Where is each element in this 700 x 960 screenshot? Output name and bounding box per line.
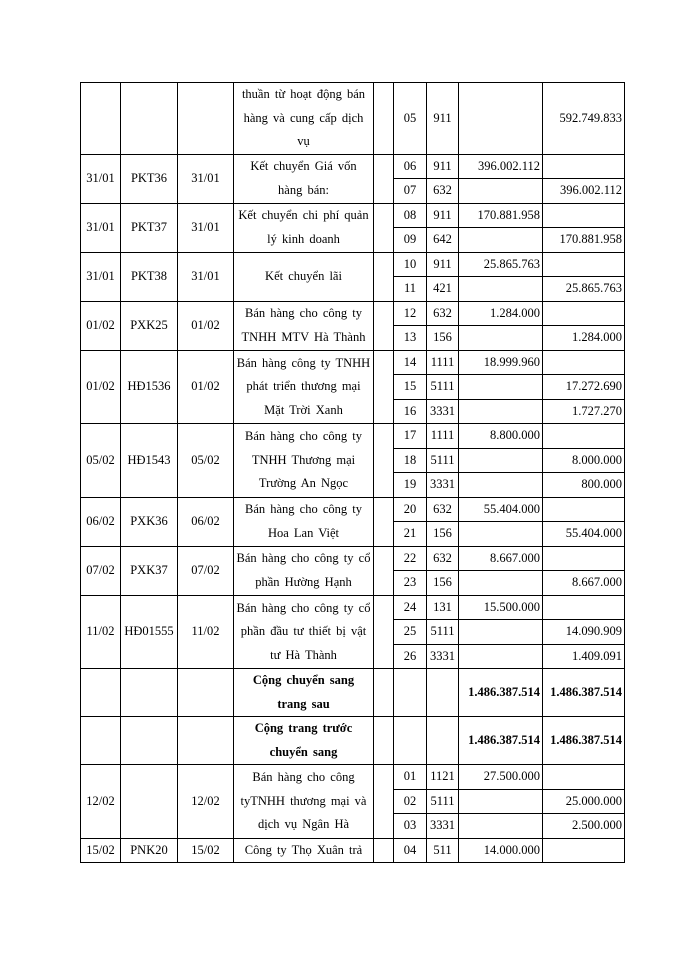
debit-amount-cell: 1.284.000	[459, 301, 543, 326]
voucher-date-cell: 31/01	[178, 203, 234, 252]
debit-amount-cell	[459, 644, 543, 669]
voucher-number-cell: PXK36	[121, 497, 178, 546]
line-number-cell: 13	[394, 326, 427, 351]
line-number-cell: 07	[394, 179, 427, 204]
empty-cell	[178, 717, 234, 765]
total-label-cell: Cộng trang trước chuyển sang	[234, 717, 374, 765]
debit-amount-cell	[459, 448, 543, 473]
credit-amount-cell: 8.000.000	[543, 448, 625, 473]
voucher-date-cell	[178, 83, 234, 155]
credit-amount-cell: 2.500.000	[543, 814, 625, 839]
debit-amount-cell	[459, 473, 543, 498]
voucher-date-cell: 05/02	[178, 424, 234, 498]
line-number-cell: 22	[394, 546, 427, 571]
line-number-cell: 03	[394, 814, 427, 839]
account-code-cell: 3331	[427, 399, 459, 424]
voucher-date-cell: 31/01	[178, 154, 234, 203]
ledger-mark-cell	[374, 301, 394, 350]
credit-amount-cell	[543, 765, 625, 790]
ledger-row	[81, 595, 625, 620]
debit-amount-cell: 18.999.960	[459, 350, 543, 375]
account-code-cell: 156	[427, 522, 459, 547]
debit-amount-cell	[459, 814, 543, 839]
line-number-cell: 15	[394, 375, 427, 400]
account-code-cell: 5111	[427, 375, 459, 400]
description-cell: Công ty Thọ Xuân trả	[234, 838, 374, 863]
description-cell: Bán hàng cho công ty Hoa Lan Việt	[234, 497, 374, 546]
journal-ledger-table	[80, 82, 625, 863]
debit-amount-cell: 15.500.000	[459, 595, 543, 620]
empty-cell	[121, 669, 178, 717]
credit-amount-cell	[543, 424, 625, 449]
debit-amount-cell: 396.002.112	[459, 154, 543, 179]
credit-amount-cell: 55.404.000	[543, 522, 625, 547]
entry-date-cell	[81, 83, 121, 155]
debit-amount-cell	[459, 571, 543, 596]
line-number-cell: 20	[394, 497, 427, 522]
account-code-cell: 911	[427, 252, 459, 277]
credit-amount-cell: 1.409.091	[543, 644, 625, 669]
ledger-mark-cell	[374, 203, 394, 252]
voucher-number-cell: PKT38	[121, 252, 178, 301]
credit-amount-cell	[543, 350, 625, 375]
entry-date-cell: 01/02	[81, 301, 121, 350]
entry-date-cell: 05/02	[81, 424, 121, 498]
ledger-row	[81, 83, 625, 155]
account-code-cell: 156	[427, 571, 459, 596]
ledger-mark-cell	[374, 546, 394, 595]
empty-cell	[374, 669, 394, 717]
line-number-cell: 10	[394, 252, 427, 277]
account-code-cell: 1121	[427, 765, 459, 790]
description-cell: thuần từ hoạt động bán hàng và cung cấp dịch vụ	[234, 83, 374, 155]
line-number-cell: 04	[394, 838, 427, 863]
voucher-date-cell: 07/02	[178, 546, 234, 595]
empty-cell	[394, 717, 427, 765]
account-code-cell: 632	[427, 301, 459, 326]
account-code-cell: 642	[427, 228, 459, 253]
description-cell: Bán hàng công ty TNHH phát triển thương mại Mặt Trời Xanh	[234, 350, 374, 424]
account-code-cell: 911	[427, 83, 459, 155]
ledger-mark-cell	[374, 497, 394, 546]
line-number-cell: 14	[394, 350, 427, 375]
line-number-cell: 26	[394, 644, 427, 669]
total-credit-cell: 1.486.387.514	[543, 669, 625, 717]
credit-amount-cell: 25.865.763	[543, 277, 625, 302]
total-debit-cell: 1.486.387.514	[459, 717, 543, 765]
debit-amount-cell	[459, 375, 543, 400]
entry-date-cell: 15/02	[81, 838, 121, 863]
empty-cell	[427, 717, 459, 765]
account-code-cell: 131	[427, 595, 459, 620]
ledger-mark-cell	[374, 252, 394, 301]
credit-amount-cell: 25.000.000	[543, 789, 625, 814]
credit-amount-cell: 1.284.000	[543, 326, 625, 351]
ledger-row	[81, 424, 625, 449]
line-number-cell: 12	[394, 301, 427, 326]
total-debit-cell: 1.486.387.514	[459, 669, 543, 717]
entry-date-cell: 31/01	[81, 252, 121, 301]
ledger-mark-cell	[374, 765, 394, 839]
voucher-number-cell: PKT37	[121, 203, 178, 252]
line-number-cell: 09	[394, 228, 427, 253]
total-row	[81, 669, 625, 717]
ledger-row	[81, 838, 625, 863]
account-code-cell: 5111	[427, 620, 459, 645]
credit-amount-cell	[543, 595, 625, 620]
line-number-cell: 11	[394, 277, 427, 302]
voucher-number-cell	[121, 83, 178, 155]
line-number-cell: 18	[394, 448, 427, 473]
line-number-cell: 16	[394, 399, 427, 424]
ledger-mark-cell	[374, 154, 394, 203]
total-row	[81, 717, 625, 765]
voucher-date-cell: 12/02	[178, 765, 234, 839]
entry-date-cell: 11/02	[81, 595, 121, 669]
line-number-cell: 02	[394, 789, 427, 814]
empty-cell	[178, 669, 234, 717]
empty-cell	[374, 717, 394, 765]
description-cell: Bán hàng cho công tyTNHH thương mại và dịch vụ Ngân Hà	[234, 765, 374, 839]
line-number-cell: 21	[394, 522, 427, 547]
credit-amount-cell: 1.727.270	[543, 399, 625, 424]
debit-amount-cell	[459, 399, 543, 424]
empty-cell	[427, 669, 459, 717]
debit-amount-cell	[459, 228, 543, 253]
account-code-cell: 632	[427, 497, 459, 522]
ledger-body	[81, 83, 625, 863]
credit-amount-cell: 800.000	[543, 473, 625, 498]
voucher-number-cell: PXK25	[121, 301, 178, 350]
credit-amount-cell: 396.002.112	[543, 179, 625, 204]
account-code-cell: 3331	[427, 473, 459, 498]
voucher-number-cell: HĐ01555	[121, 595, 178, 669]
credit-amount-cell	[543, 497, 625, 522]
voucher-date-cell: 31/01	[178, 252, 234, 301]
debit-amount-cell: 55.404.000	[459, 497, 543, 522]
ledger-row	[81, 203, 625, 228]
ledger-row	[81, 546, 625, 571]
total-credit-cell: 1.486.387.514	[543, 717, 625, 765]
credit-amount-cell: 14.090.909	[543, 620, 625, 645]
voucher-number-cell: HĐ1543	[121, 424, 178, 498]
ledger-row	[81, 765, 625, 790]
account-code-cell: 911	[427, 154, 459, 179]
account-code-cell: 511	[427, 838, 459, 863]
debit-amount-cell: 27.500.000	[459, 765, 543, 790]
voucher-date-cell: 01/02	[178, 301, 234, 350]
debit-amount-cell	[459, 620, 543, 645]
debit-amount-cell	[459, 179, 543, 204]
voucher-number-cell: PKT36	[121, 154, 178, 203]
description-cell: Bán hàng cho công ty TNHH MTV Hà Thành	[234, 301, 374, 350]
entry-date-cell: 31/01	[81, 154, 121, 203]
credit-amount-cell	[543, 154, 625, 179]
description-cell: Bán hàng cho công ty TNHH Thương mại Trường An Ngọc	[234, 424, 374, 498]
line-number-cell: 08	[394, 203, 427, 228]
empty-cell	[121, 717, 178, 765]
ledger-row	[81, 252, 625, 277]
ledger-mark-cell	[374, 424, 394, 498]
credit-amount-cell	[543, 252, 625, 277]
ledger-mark-cell	[374, 838, 394, 863]
line-number-cell: 06	[394, 154, 427, 179]
credit-amount-cell: 17.272.690	[543, 375, 625, 400]
ledger-mark-cell	[374, 350, 394, 424]
line-number-cell: 19	[394, 473, 427, 498]
voucher-number-cell: PNK20	[121, 838, 178, 863]
ledger-mark-cell	[374, 595, 394, 669]
description-cell: Bán hàng cho công ty cổ phần đầu tư thiết bị vật tư Hà Thành	[234, 595, 374, 669]
total-label-cell: Cộng chuyển sang trang sau	[234, 669, 374, 717]
line-number-cell: 23	[394, 571, 427, 596]
credit-amount-cell	[543, 838, 625, 863]
voucher-number-cell	[121, 765, 178, 839]
debit-amount-cell	[459, 277, 543, 302]
empty-cell	[81, 717, 121, 765]
account-code-cell: 1111	[427, 424, 459, 449]
voucher-number-cell: PXK37	[121, 546, 178, 595]
line-number-cell: 17	[394, 424, 427, 449]
account-code-cell: 5111	[427, 789, 459, 814]
line-number-cell: 25	[394, 620, 427, 645]
empty-cell	[81, 669, 121, 717]
debit-amount-cell: 8.800.000	[459, 424, 543, 449]
ledger-page	[80, 82, 625, 863]
line-number-cell: 24	[394, 595, 427, 620]
entry-date-cell: 07/02	[81, 546, 121, 595]
voucher-date-cell: 01/02	[178, 350, 234, 424]
entry-date-cell: 12/02	[81, 765, 121, 839]
credit-amount-cell	[543, 203, 625, 228]
entry-date-cell: 01/02	[81, 350, 121, 424]
account-code-cell: 911	[427, 203, 459, 228]
description-cell: Bán hàng cho công ty cổ phần Hường Hạnh	[234, 546, 374, 595]
ledger-mark-cell	[374, 83, 394, 155]
entry-date-cell: 06/02	[81, 497, 121, 546]
account-code-cell: 3331	[427, 814, 459, 839]
credit-amount-cell: 8.667.000	[543, 571, 625, 596]
entry-date-cell: 31/01	[81, 203, 121, 252]
voucher-date-cell: 15/02	[178, 838, 234, 863]
ledger-row	[81, 350, 625, 375]
ledger-row	[81, 154, 625, 179]
debit-amount-cell: 8.667.000	[459, 546, 543, 571]
ledger-row	[81, 301, 625, 326]
credit-amount-cell	[543, 546, 625, 571]
debit-amount-cell	[459, 326, 543, 351]
account-code-cell: 3331	[427, 644, 459, 669]
account-code-cell: 632	[427, 179, 459, 204]
voucher-date-cell: 11/02	[178, 595, 234, 669]
credit-amount-cell: 170.881.958	[543, 228, 625, 253]
debit-amount-cell	[459, 522, 543, 547]
ledger-row	[81, 497, 625, 522]
line-number-cell: 01	[394, 765, 427, 790]
description-cell: Kết chuyển Giá vốn hàng bán:	[234, 154, 374, 203]
account-code-cell: 156	[427, 326, 459, 351]
line-number-cell: 05	[394, 83, 427, 155]
debit-amount-cell: 25.865.763	[459, 252, 543, 277]
account-code-cell: 1111	[427, 350, 459, 375]
credit-amount-cell	[543, 301, 625, 326]
description-cell: Kết chuyển lãi	[234, 252, 374, 301]
credit-amount-cell: 592.749.833	[543, 83, 625, 155]
empty-cell	[394, 669, 427, 717]
debit-amount-cell	[459, 83, 543, 155]
debit-amount-cell: 14.000.000	[459, 838, 543, 863]
voucher-date-cell: 06/02	[178, 497, 234, 546]
debit-amount-cell	[459, 789, 543, 814]
account-code-cell: 421	[427, 277, 459, 302]
account-code-cell: 5111	[427, 448, 459, 473]
account-code-cell: 632	[427, 546, 459, 571]
debit-amount-cell: 170.881.958	[459, 203, 543, 228]
voucher-number-cell: HĐ1536	[121, 350, 178, 424]
description-cell: Kết chuyển chi phí quản lý kinh doanh	[234, 203, 374, 252]
